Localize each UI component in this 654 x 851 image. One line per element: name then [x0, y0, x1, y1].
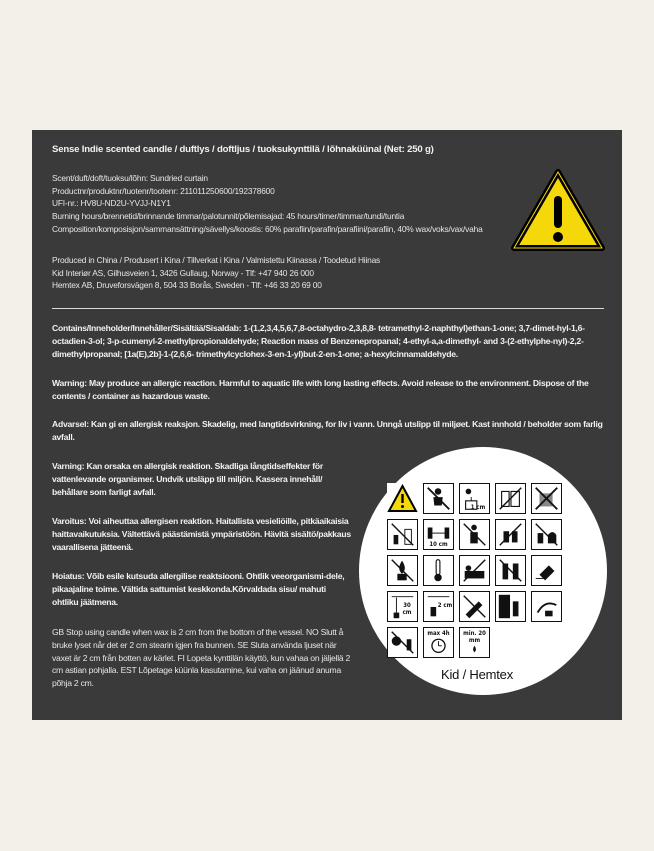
scent-line: Scent/duft/doft/tuoksu/lõhn: Sundried curtain	[52, 173, 208, 183]
warning-triangle-icon	[387, 483, 418, 514]
warning-estonian: Hoiatus: Võib esile kutsuda allergilise reaktsiooni. Ohtlik veeorganismi-dele, pikaajaline toime. Vältida sattumist keskkonda.Kõrvaldada sisu/ mahuti ohtliku jäätmena.	[52, 571, 345, 607]
brand-name: Kid / Hemtex	[440, 667, 513, 682]
composition-line: Composition/komposisjon/sammansättning/sävellys/koostis: 60% parafiin/parafin/parafiini/parafiin, 40% wax/voks/vax/vaha	[52, 223, 483, 234]
trim-wick-icon	[459, 483, 490, 514]
no-draft-icon	[495, 483, 526, 514]
product-label-panel	[32, 130, 622, 720]
no-children-icon	[423, 483, 454, 514]
no-sleep-icon	[459, 555, 490, 586]
clearance-icon	[387, 591, 418, 622]
manufacturer-block	[52, 254, 522, 292]
no-move-icon	[495, 519, 526, 550]
upright-icon	[495, 555, 526, 586]
hemtex-address-line: Hemtex AB, Druveforsvägen 8, 504 33 Borås, Sweden - Tlf: +46 33 20 69 00	[52, 280, 322, 291]
min-wick-icon	[459, 627, 490, 658]
no-water-icon	[387, 555, 418, 586]
max-burn-time-icon	[423, 627, 454, 658]
section-divider	[52, 308, 604, 309]
warning-norwegian: Advarsel: Kan gi en allergisk reaksjon. Skadelig, med langtidsvirkning, for liv i vann. Unngå utslipp til miljøet. Kast innhold / beholder som farlig avfall.	[52, 419, 603, 442]
no-flammable-icon	[531, 483, 562, 514]
candle-distance-icon	[387, 519, 418, 550]
safety-pictograms	[387, 483, 597, 661]
ten-cm-label: 10 cm	[429, 541, 448, 548]
heat-resistant-icon	[423, 555, 454, 586]
hand-extinguish-icon	[531, 591, 562, 622]
no-unattended-icon	[459, 519, 490, 550]
warning-swedish: Varning: Kan orsaka en allergisk reaktion. Skadliga långtidseffekter för vattenlevande organismer. Undvik utsläpp till miljön. Kassera innehåll/ behållare som farligt avfall.	[52, 461, 323, 497]
warning-triangle-icon	[510, 168, 606, 254]
stop-using-note: GB Stop using candle when wax is 2 cm from the bottom of the vessel. NO Slutt å bruke lyset når det er 2 cm stearin igjen fra bunnen. SE Sluta använda ljuset när vaxet är 2 cm från botten av kärlet. FI Lopeta kynttilän käyttö, kun vahaa on jäljellä 2 cm astian pohjalla. EST Lõpetage küünla kasutamine, kui vaha on jäänud anuma põhja 2 cm.	[52, 627, 351, 689]
dark-place-icon	[495, 591, 526, 622]
no-pets-icon	[531, 519, 562, 550]
thirty-cm-label: 30 cm	[402, 602, 412, 616]
product-info-block	[52, 172, 522, 236]
one-cm-label: 1 cm	[470, 504, 486, 511]
warning-english: Warning: May produce an allergic reaction. Harmful to aquatic life with long lasting effects. Avoid release to the environment. Dispose of the contents / container as hazardous waste.	[52, 378, 589, 401]
warning-finnish: Varoitus: Voi aiheuttaa allergisen reaktion. Haitallista vesieliöille, pitkäaikaisia haittavaikutuksia. Vältettävä päästämistä ympäristöön. Hävitä sisältö/pakkaus vaarallisena jätteenä.	[52, 516, 351, 552]
extinguish-icon	[459, 591, 490, 622]
product-title: Sense Indie scented candle / duftlys / doftljus / tuoksukynttilä / lõhnaküünal (Net: 250 g)	[52, 144, 434, 155]
kid-address-line: Kid Interiør AS, Gilhusveien 1, 3426 Gullaug, Norway - Tlf: +47 940 26 000	[52, 267, 314, 278]
origin-line: Produced in China / Produsert i Kina / Tillverkat i Kina / Valmistettu Kiinassa / Toodetud Hiinas	[52, 255, 381, 265]
ufi-line: UFI-nr.: HV8U-ND2U-YVJJ-N1Y1	[52, 198, 171, 209]
burning-hours-line: Burning hours/brennetid/brinnande timmar/palotunnit/põlemisajad: 45 hours/timer/timmar/tundi/tuntia	[52, 211, 405, 222]
two-cm-label: 2 cm	[437, 602, 453, 609]
no-shelf-icon	[423, 591, 454, 622]
contains-paragraph: Contains/Inneholder/Innehåller/Sisältää/Sisaldab: 1-(1,2,3,4,5,6,7,8-octahydro-2,3,8,8- tetramethyl-2-naphthyl)ethan-1-one; 3,7-dimet-hyl-1,6-octadien-3-ol; 3-p-cumenyl-2-methylpropionaldehyde; Reaction mass of Benzenepropanal; 4-ethyl-a,a-dimethyl- and 3-(2-ethylphe-nyl)-2,2-dimethylpropanal; [1a(E),2b]-1-(2,6,6- trimethylcyclohex-3-en-1-yl)but-2-en-1-one; a-hexylcinnamaldehyde.	[52, 323, 585, 359]
min-wick-label: min. 20 mm	[463, 630, 486, 644]
do-not-tilt-icon	[531, 555, 562, 586]
product-number-line: Productnr/produktnr/tuotenr/tootenr: 211011250600/192378600	[52, 185, 275, 196]
candle-spacing-icon	[423, 519, 454, 550]
max-hours-label: max 4h	[427, 630, 450, 637]
no-blow-icon	[387, 627, 418, 658]
